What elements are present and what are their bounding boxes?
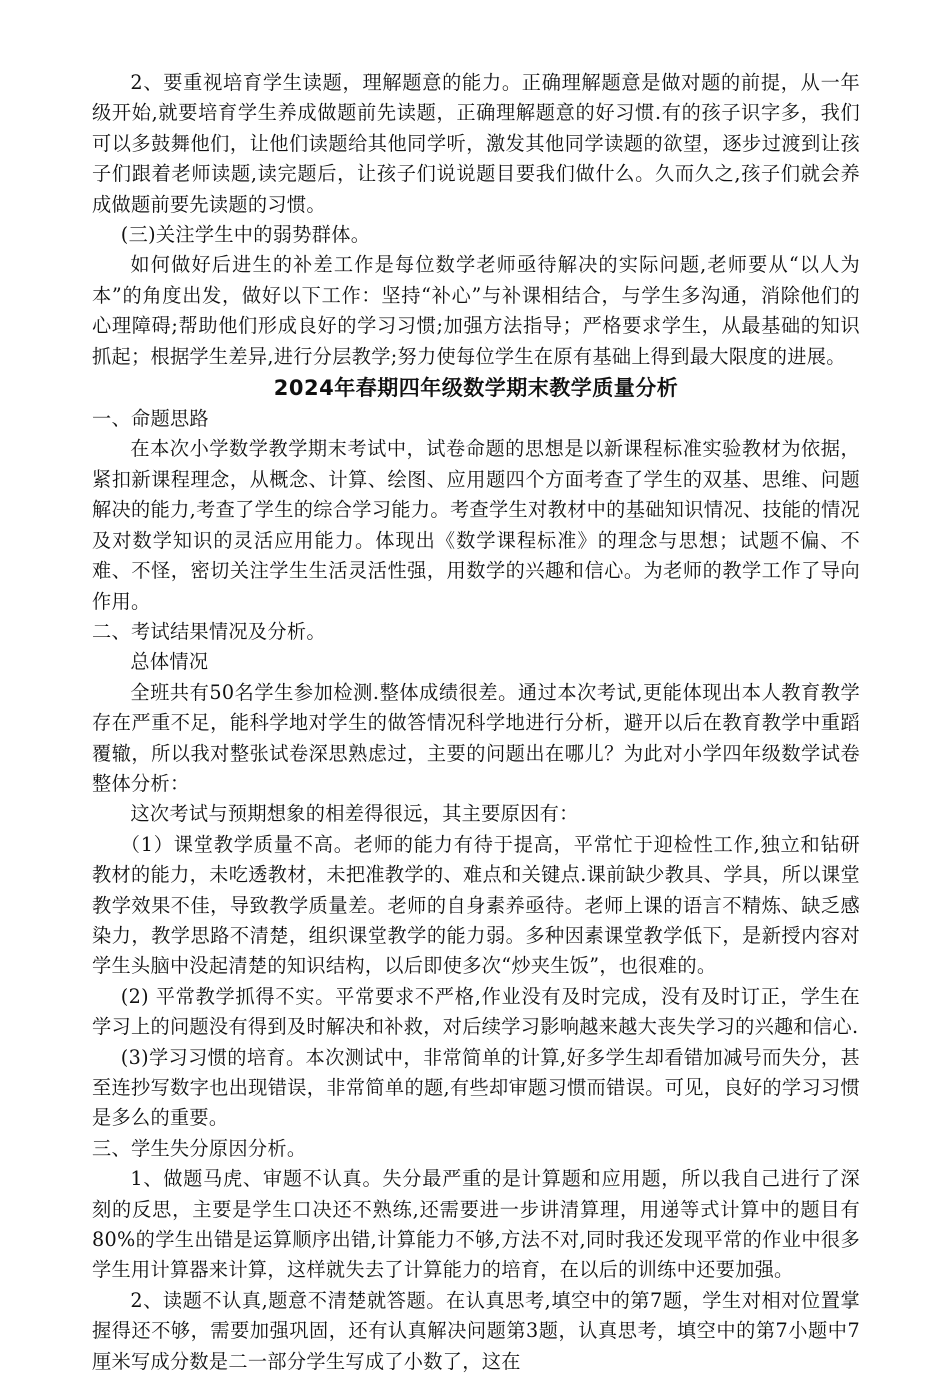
paragraph-proposition: 在本次小学数学教学期末考试中，试卷命题的思想是以新课程标准实验教材为依据，紧扣新课程理念，从概念、计算、绘图、应用题四个方面考查了学生的双基、思维、问题解决的能力,考查了学生的综合学习能力。考查学生对教材中的基础知识情况、技能的情况及对数学知识的灵活应用能力。体现出《数学课程标准》的理念与思想；试题不偏、不难、不怪，密切关注学生生活灵活性强，用数学的兴趣和信心。为老师的教学工作了导向作用。 <box>92 437 860 613</box>
list-item-loss-2: 2、读题不认真,题意不清楚就答题。在认真思考,填空中的第7题，学生对相对位置掌握得还不够，需要加强巩固，还有认真解决问题第3题，认真思考，填空中的第7小题中7厘米写成分数是二一部分学生写成了小数了，这在 <box>92 1288 860 1373</box>
paragraph-remedial-work: 如何做好后进生的补差工作是每位数学老师亟待解决的实际问题,老师要从“以人为本”的角度出发，做好以下工作：坚持“补心”与补课相结合，与学生多沟通，消除他们的心理障碍;帮助他们形成良好的学习习惯;加强方法指导；严格要求学生，从最基础的知识抓起；根据学生差异,进行分层教学;努力使每位学生在原有基础上得到最大限度的进展。 <box>92 253 860 368</box>
section-heading-proposition: 一、命题思路 <box>92 407 209 431</box>
list-item-reason-1: （1）课堂教学质量不高。老师的能力有待于提高，平常忙于迎检性工作,独立和钻研教材的能力，未吃透教材，未把准教学的、难点和关键点.课前缺少教具、学具，所以课堂教学效果不佳，导致教学质量差。老师的自身素养亟待。老师上课的语言不精炼、缺乏感染力，教学思路不清楚，组织课堂教学的能力弱。多种因素课堂教学低下，是新授内容对学生头脑中没起清楚的知识结构，以后即使多次“炒夹生饭”，也很难的。 <box>92 832 860 978</box>
document-page <box>92 68 860 1377</box>
list-item-reason-3: (3)学习习惯的培育。本次测试中，非常简单的计算,好多学生却看错加减号而失分，甚至连抄写数字也出现错误，非常简单的题,有些却审题习惯而错误。可见，良好的学习习惯是多么的重要。 <box>92 1045 860 1130</box>
subheading-weak-students: (三)关注学生中的弱势群体。 <box>120 223 371 247</box>
paragraph-reasons-intro: 这次考试与预期想象的相差得很远，其主要原因有： <box>130 802 579 826</box>
list-item-reason-2: (2) 平常教学抓得不实。平常要求不严格,作业没有及时完成，没有及时订正，学生在学习上的问题没有得到及时解决和补救，对后续学习影响越来越大丧失学习的兴趣和信心. <box>92 984 860 1039</box>
subheading-overall: 总体情况 <box>130 650 209 674</box>
list-item-loss-1: 1、做题马虎、审题不认真。失分最严重的是计算题和应用题，所以我自己进行了深刻的反思，主要是学生口决还不熟练,还需要进一步讲清算理，用递等式计算中的题目有80%的学生出错是运算顺序出错,计算能力不够,方法不对,同时我还发现平常的作业中很多学生用计算器来计算，这样就失去了计算能力的培育，在以后的训练中还要加强。 <box>92 1167 860 1282</box>
paragraph-overall: 全班共有50名学生参加检测.整体成绩很差。通过本次考试,更能体现出本人教育教学存在严重不足，能科学地对学生的做答情况科学地进行分析，避开以后在教育教学中重蹈覆辙，所以我对整张试卷深思熟虑过，主要的问题出在哪儿？为此对小学四年级数学试卷整体分析： <box>92 680 860 795</box>
document-title: 2024年春期四年级数学期末教学质量分析 <box>273 376 679 401</box>
section-heading-loss-analysis: 三、学生失分原因分析。 <box>92 1136 307 1160</box>
section-heading-results: 二、考试结果情况及分析。 <box>92 619 326 643</box>
paragraph-reading-habit: 2、要重视培育学生读题，理解题意的能力。正确理解题意是做对题的前提，从一年级开始,就要培育学生养成做题前先读题，正确理解题意的好习惯.有的孩子识字多，我们可以多鼓舞他们，让他们读题给其他同学听，激发其他同学读题的欲望，逐步过渡到让孩子们跟着老师读题,读完题后，让孩子们说说题目要我们做什么。久而久之,孩子们就会养成做题前要先读题的习惯。 <box>92 71 860 216</box>
